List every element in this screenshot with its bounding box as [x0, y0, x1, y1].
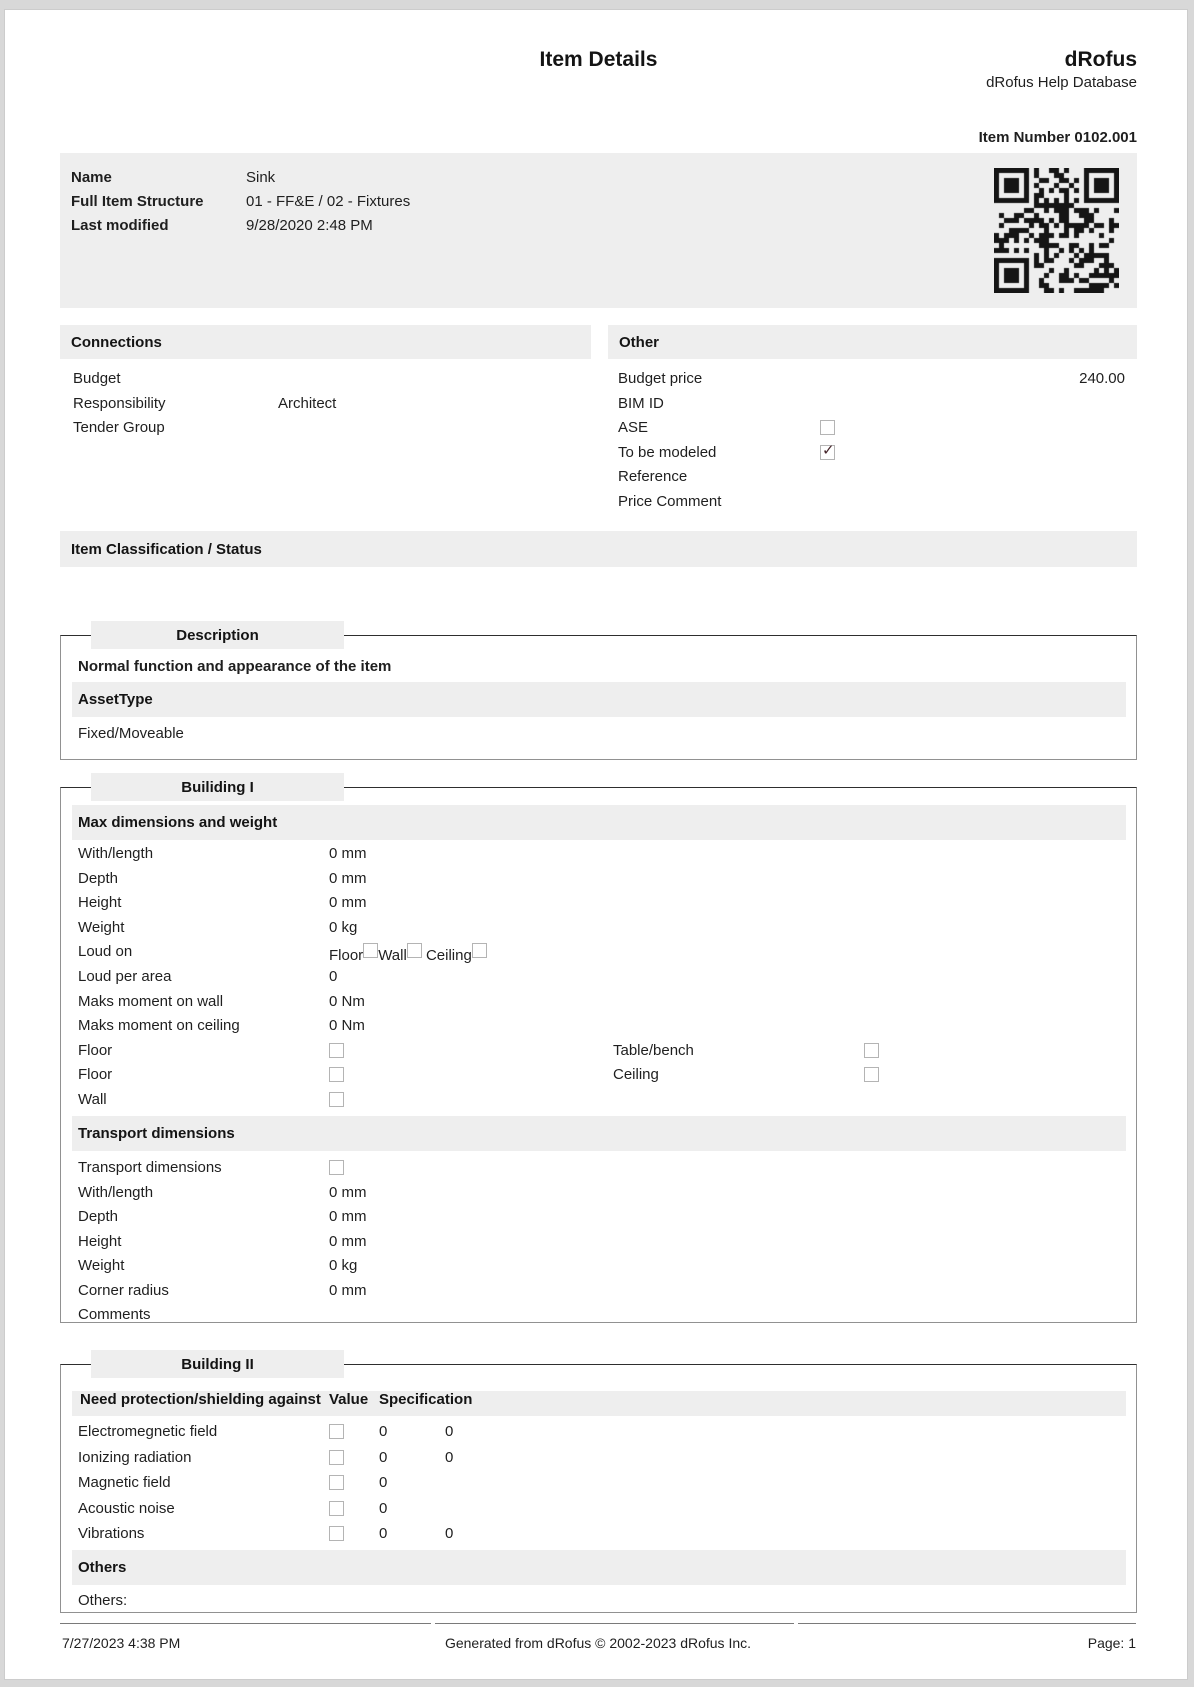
checkbox-icon — [329, 1475, 344, 1490]
building1-row-value: 0 kg — [329, 918, 358, 936]
protection-row-label: Ionizing radiation — [78, 1448, 192, 1466]
footer-generated-text: Generated from dRofus © 2002-2023 dRofus Inc. — [444, 1635, 752, 1651]
other-row-label: To be modeled — [618, 443, 717, 461]
building1-row-label: Loud on — [78, 943, 133, 961]
protection-row-spec: 0 — [445, 1525, 454, 1542]
protection-table-header — [72, 1391, 1126, 1416]
transport-row-label: Height — [78, 1232, 122, 1250]
other-row-label: Budget price — [618, 370, 703, 387]
description-text: Normal function and appearance of the item — [78, 658, 392, 675]
other-row-label: ASE — [618, 419, 649, 436]
checkbox-icon — [820, 420, 835, 435]
checkbox-icon — [329, 1424, 344, 1439]
other-section — [608, 325, 1137, 525]
connections-row-label: Responsibility — [73, 394, 166, 412]
checkbox-icon — [329, 1160, 344, 1175]
building1-row-label: Weight — [78, 918, 125, 936]
protection-row-spec: 0 — [445, 1448, 454, 1466]
transport-row-value: 0 mm — [329, 1281, 367, 1299]
building1-row-value: 0 mm — [329, 894, 367, 912]
footer-page-number: Page: 1 — [1087, 1635, 1136, 1651]
protection-row-label: Magnetic field — [78, 1474, 171, 1491]
protection-row-value: 0 — [379, 1525, 388, 1542]
checkbox-icon — [329, 1450, 344, 1465]
connections-section — [60, 325, 591, 525]
transport-row-label: With/length — [78, 1183, 154, 1201]
protection-col2-header: Value — [329, 1391, 369, 1408]
info-row-label: Full Item Structure — [71, 193, 204, 210]
transport-dimensions-header: Transport dimensions — [72, 1116, 1126, 1151]
building2-box — [60, 1364, 1137, 1613]
transport-row-value: 0 kg — [329, 1257, 358, 1274]
item-number: Item Number 0102.001 — [978, 129, 1137, 146]
transport-row-label: Comments — [78, 1306, 151, 1323]
building1-box — [60, 787, 1137, 1323]
building1-row-label: Depth — [78, 869, 119, 887]
checkbox-icon — [864, 1067, 879, 1082]
connections-row-label: Budget — [73, 370, 121, 387]
building1-row-value: 0 mm — [329, 869, 367, 887]
asset-type-value: Fixed/Moveable — [78, 725, 184, 742]
checkbox-icon — [329, 1043, 344, 1058]
building1-row-value: 0 Nm — [329, 1017, 365, 1035]
protection-row-label: Acoustic noise — [78, 1499, 175, 1517]
protection-row-label: Electromegnetic field — [78, 1423, 218, 1440]
brand-subtitle: dRofus Help Database — [986, 74, 1137, 91]
info-row-value: 01 - FF&E / 02 - Fixtures — [246, 193, 411, 210]
building1-row-label: Maks moment on wall — [78, 992, 224, 1010]
protection-row-value: 0 — [379, 1499, 388, 1517]
footer-divider-center — [435, 1623, 794, 1625]
checkbox-icon — [472, 943, 487, 958]
footer-timestamp: 7/27/2023 4:38 PM — [62, 1635, 181, 1651]
page-title: Item Details — [539, 48, 658, 71]
checkbox-icon — [329, 1526, 344, 1541]
other-row-value: 240.00 — [1079, 370, 1125, 387]
footer-divider-right — [798, 1623, 1136, 1625]
building1-row-label: Maks moment on ceiling — [78, 1017, 240, 1035]
checkbox-icon — [329, 1092, 344, 1107]
building1-row-value: 0 mm — [329, 845, 367, 862]
other-row-label: Reference — [618, 468, 688, 485]
building1-row-col2-label: Table/bench — [613, 1041, 694, 1059]
protection-row-value: 0 — [379, 1448, 388, 1466]
protection-row-value: 0 — [379, 1423, 388, 1440]
transport-row-value: 0 mm — [329, 1183, 367, 1201]
other-row-label: Price Comment — [618, 492, 722, 510]
info-row-label: Last modified — [71, 217, 169, 234]
building1-row-value: 0 Nm — [329, 992, 365, 1010]
building1-row-col2-label: Ceiling — [613, 1066, 659, 1084]
footer-divider — [60, 1623, 1136, 1625]
info-row-value: Sink — [246, 169, 276, 186]
checkbox-icon — [329, 1501, 344, 1516]
protection-row-label: Vibrations — [78, 1525, 145, 1542]
transport-row-value: 0 mm — [329, 1232, 367, 1250]
transport-row-label: Corner radius — [78, 1281, 169, 1299]
description-box — [60, 635, 1137, 760]
report-page — [4, 9, 1188, 1680]
qr-code-icon — [994, 168, 1119, 293]
item-info-box — [60, 153, 1137, 308]
item-classification-header: Item Classification / Status — [60, 531, 1137, 567]
transport-row-label: Transport dimensions — [78, 1159, 222, 1176]
info-row-value: 9/28/2020 2:48 PM — [246, 217, 373, 234]
others-header: Others — [72, 1550, 1126, 1585]
loud-on-option-label: Ceiling — [421, 947, 472, 965]
protection-col1-header: Need protection/shielding against — [80, 1391, 321, 1408]
checkbox-icon — [407, 943, 422, 958]
checkbox-icon — [329, 1067, 344, 1082]
connections-row-label: Tender Group — [73, 419, 165, 436]
building1-row-value: 0 — [329, 968, 338, 985]
building1-row-label: Floor — [78, 1066, 113, 1084]
transport-row-value: 0 mm — [329, 1208, 367, 1225]
checkbox-icon — [363, 943, 378, 958]
asset-type-header: AssetType — [72, 682, 1126, 717]
building1-row-label: Floor — [78, 1041, 113, 1059]
transport-row-label: Depth — [78, 1208, 119, 1225]
loud-on-options — [329, 943, 487, 965]
building1-row-label: Loud per area — [78, 968, 172, 985]
other-header: Other — [608, 325, 1137, 359]
footer-divider-left — [60, 1623, 431, 1625]
loud-on-option-label: Floor — [329, 947, 364, 965]
building1-row-label: Wall — [78, 1091, 107, 1108]
protection-row-spec: 0 — [445, 1423, 454, 1440]
protection-col3-header: Specification — [379, 1391, 473, 1408]
others-label: Others: — [78, 1592, 128, 1609]
checkbox-icon — [864, 1043, 879, 1058]
checkbox-checked-icon — [820, 445, 835, 460]
description-legend: Description — [91, 621, 344, 649]
building1-row-label: With/length — [78, 845, 154, 862]
brand-logo-text: dRofus — [1064, 48, 1137, 71]
building1-row-label: Height — [78, 894, 122, 912]
building1-legend: Builiding I — [91, 773, 344, 801]
info-row-label: Name — [71, 169, 112, 186]
other-row-label: BIM ID — [618, 394, 664, 412]
loud-on-option-label: Wall — [378, 947, 407, 965]
protection-row-value: 0 — [379, 1474, 388, 1491]
building2-legend: Building II — [91, 1350, 344, 1378]
connections-header: Connections — [60, 325, 591, 359]
connections-row-value: Architect — [278, 394, 337, 412]
max-dimensions-header: Max dimensions and weight — [72, 805, 1126, 840]
transport-row-label: Weight — [78, 1257, 125, 1274]
